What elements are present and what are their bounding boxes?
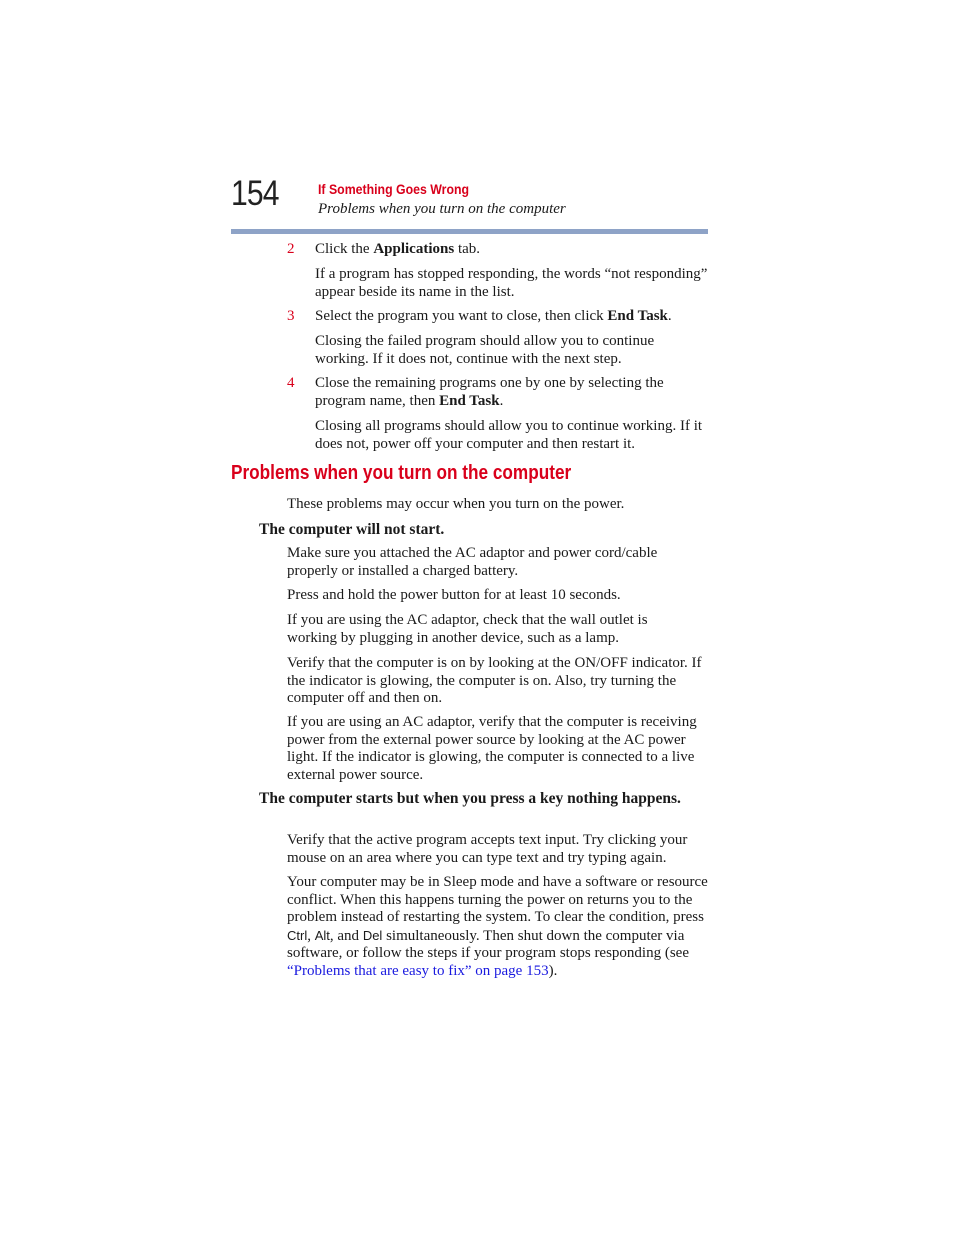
step-text: Click the Applications tab. [315, 241, 481, 257]
body-paragraph: Make sure you attached the AC adaptor and power cord/cable properly or installed a charged battery. [287, 545, 658, 579]
section-heading: Problems when you turn on the computer [231, 462, 572, 484]
step-note: Closing all programs should allow you to continue working. If it does not, power off your computer and then restart it. [315, 418, 703, 452]
chapter-title: If Something Goes Wrong [318, 181, 470, 197]
key-del: Del [362, 927, 383, 943]
step-number: 4 [287, 375, 295, 391]
ui-term: End Task [607, 308, 668, 324]
ui-term: Applications [373, 241, 455, 257]
body-paragraph: Press and hold the power button for at least 10 seconds. [287, 587, 621, 603]
page-number: 154 [231, 174, 279, 213]
body-paragraph: Verify that the active program accepts text input. Try clicking your mouse on an area where you can type text and try typing again. [287, 832, 688, 866]
problem-heading: The computer starts but when you press a key nothing happens. [259, 790, 681, 807]
key-alt: Alt [314, 927, 330, 943]
step-text: Close the remaining programs one by one by selecting the program name, then End Task. [315, 375, 664, 409]
body-paragraph: If you are using the AC adaptor, check that the wall outlet is working by plugging in another device, such as a lamp. [287, 612, 648, 646]
body-paragraph: Verify that the computer is on by looking at the ON/OFF indicator. If the indicator is glowing, the computer is on. Also, try turning the computer off and then on. [287, 655, 702, 706]
step-note: If a program has stopped responding, the words “not responding” appear beside its name in the list. [315, 266, 708, 300]
body-paragraph: If you are using an AC adaptor, verify that the computer is receiving power from the external power source by looking at the AC power light. If the indicator is glowing, the computer is connected to a live external power source. [287, 714, 697, 783]
step-note: Closing the failed program should allow you to continue working. If it does not, continue with the next step. [315, 333, 655, 367]
cross-reference-link[interactable]: “Problems that are easy to fix” on page 153 [287, 962, 549, 979]
key-ctrl: Ctrl [287, 927, 308, 943]
step-text: Select the program you want to close, then click End Task. [315, 308, 672, 324]
body-paragraph: Your computer may be in Sleep mode and have a software or resource conflict. When this happens turning the power on returns you to the problem instead of restarting the system. To clear the condition, press Ctrl, Alt, and Del simultaneously. Then shut down the computer via software, or follow the steps if your program stops responding (see “Problems that are easy to fix” on page 153). [287, 874, 708, 979]
ui-term: End Task [439, 392, 500, 409]
header-rule [231, 229, 708, 234]
problem-heading: The computer will not start. [259, 521, 445, 538]
step-number: 3 [287, 308, 295, 324]
section-intro: These problems may occur when you turn on the power. [287, 496, 625, 512]
step-number: 2 [287, 241, 295, 257]
section-subtitle: Problems when you turn on the computer [318, 201, 566, 217]
